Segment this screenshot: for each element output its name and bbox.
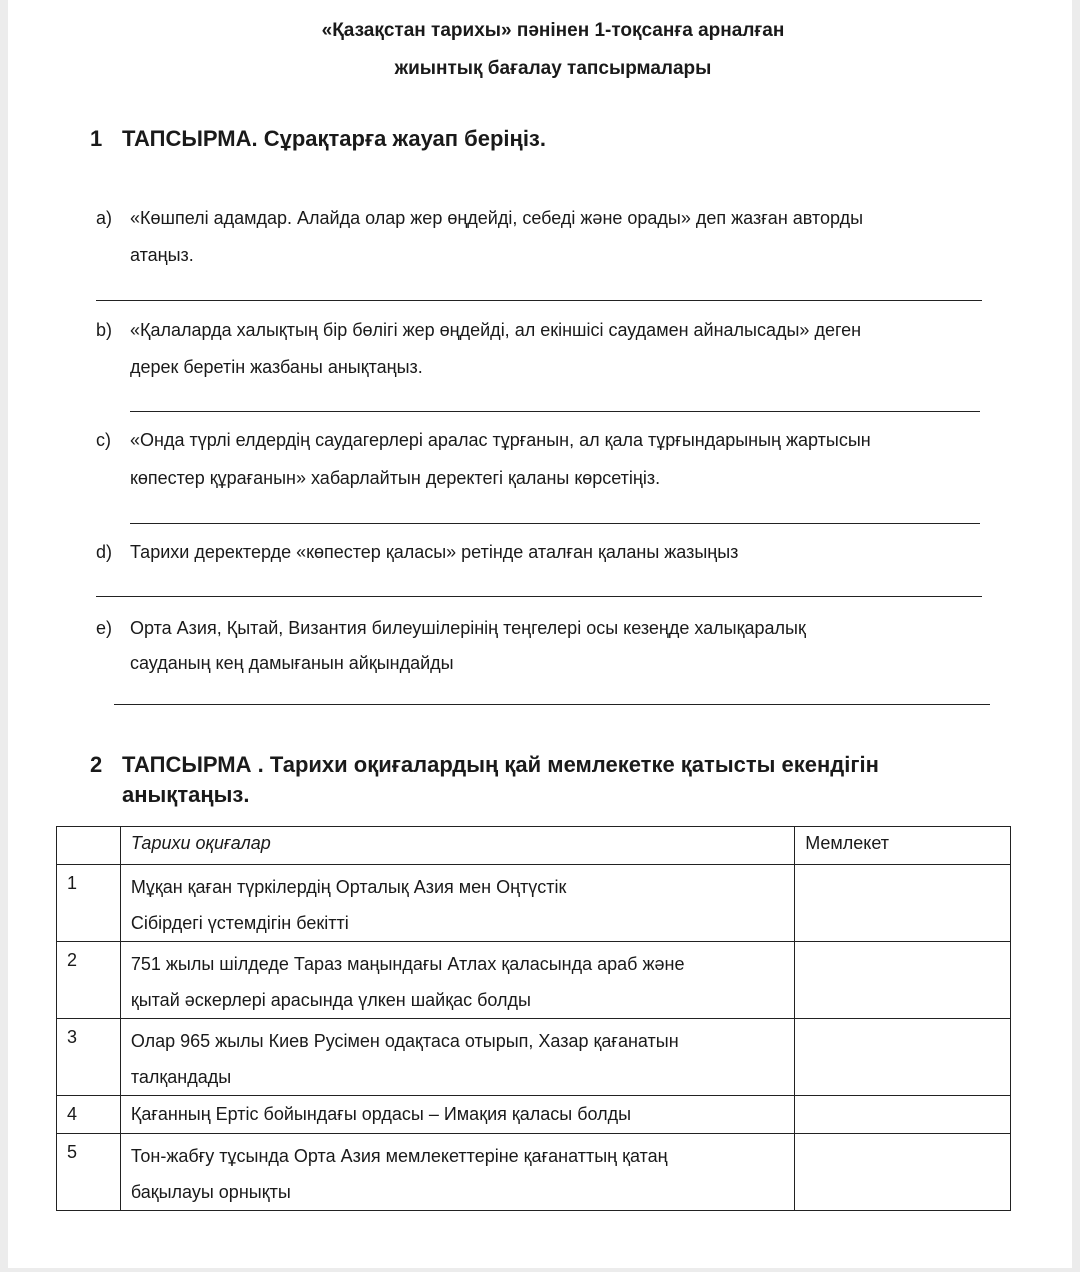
- task1-title: ТАПСЫРМА. Сұрақтарға жауап беріңіз.: [122, 126, 546, 151]
- row-event-line2: бақылауы орнықты: [130, 1182, 291, 1202]
- question-e-text-line2: сауданың кең дамығанын айқындайды: [130, 653, 454, 673]
- question-c-text-line2: көпестер құрағанын» хабарлайтын деректегі қаланы көрсетіңіз.: [130, 468, 661, 488]
- events-table: [56, 826, 1011, 1211]
- header-num-cell: [57, 827, 121, 865]
- row-event-line2: қытай әскерлері арасында үлкен шайқас болды: [130, 990, 531, 1010]
- header-state-cell: Мемлекет: [795, 827, 1011, 865]
- answer-line-e[interactable]: [114, 704, 990, 705]
- row-number: 2: [57, 942, 121, 1019]
- question-b-letter: b): [96, 320, 113, 340]
- row-event: [120, 1096, 794, 1134]
- table-row: [57, 1134, 1011, 1211]
- document-title-line1: «Қазақстан тарихы» пәнінен 1-тоқсанға арналған: [321, 20, 785, 41]
- row-state-answer-cell[interactable]: [795, 1019, 1011, 1096]
- table-header-row: [57, 827, 1011, 865]
- question-a-text-line1: «Көшпелі адамдар. Алайда олар жер өңдейді, себеді және орады» деп жазған авторды: [130, 208, 864, 228]
- row-number: 5: [57, 1134, 121, 1211]
- row-number: 1: [57, 865, 121, 942]
- table-row: [57, 1019, 1011, 1096]
- row-state-answer-cell[interactable]: [795, 1134, 1011, 1211]
- answer-line-c[interactable]: [130, 523, 980, 524]
- question-a-text-line2: атаңыз.: [130, 245, 194, 265]
- question-d-text-line1: Тарихи деректерде «көпестер қаласы» ретінде аталған қаланы жазыңыз: [130, 542, 739, 562]
- row-event: [120, 1134, 794, 1211]
- row-number: 3: [57, 1019, 121, 1096]
- row-event-line1: Олар 965 жылы Киев Русімен одақтаса отырып, Хазар қағанатын: [130, 1031, 679, 1051]
- row-event-line2: Сібірдегі үстемдігін бекітті: [130, 913, 349, 933]
- table-row: [57, 865, 1011, 942]
- task2-title-line1: ТАПСЫРМА . Тарихи оқиғалардың қай мемлекетке қатысты екендігін: [122, 752, 879, 777]
- header-event-cell: Тарихи оқиғалар: [120, 827, 794, 865]
- question-b-text-line2: дерек беретін жазбаны анықтаңыз.: [130, 357, 423, 377]
- row-state-answer-cell[interactable]: [795, 865, 1011, 942]
- row-event: [120, 865, 794, 942]
- row-number: 4: [57, 1096, 121, 1134]
- question-c-text-line1: «Онда түрлі елдердің саудагерлері аралас тұрғанын, ал қала тұрғындарының жартысын: [130, 430, 871, 450]
- question-a-letter: a): [96, 208, 113, 228]
- row-event: [120, 942, 794, 1019]
- answer-line-a[interactable]: [96, 300, 982, 301]
- question-e-text-line1: Орта Азия, Қытай, Византия билеушілерінің теңгелері осы кезеңде халықаралық: [130, 618, 806, 638]
- question-d-letter: d): [96, 542, 113, 562]
- task1-number: 1: [90, 126, 103, 151]
- row-state-answer-cell[interactable]: [795, 1096, 1011, 1134]
- task2-number: 2: [90, 752, 103, 777]
- row-event-line1: Қағанның Ертіс бойындағы ордасы – Имақия қаласы болды: [130, 1104, 632, 1124]
- row-event: [120, 1019, 794, 1096]
- row-event-line1: Тон-жабғу тұсында Орта Азия мемлекеттеріне қағанаттың қатаң: [130, 1146, 668, 1166]
- question-e-letter: e): [96, 618, 113, 638]
- row-state-answer-cell[interactable]: [795, 942, 1011, 1019]
- table-row: [57, 942, 1011, 1019]
- row-event-line1: Мұқан қаған түркілердің Орталық Азия мен Оңтүстік: [130, 877, 567, 897]
- table-row: [57, 1096, 1011, 1134]
- question-b-text-line1: «Қалаларда халықтың бір бөлігі жер өңдейді, ал екіншісі саудамен айналысады» деген: [130, 320, 862, 340]
- row-event-line1: 751 жылы шілдеде Тараз маңындағы Атлах қаласында араб және: [130, 954, 685, 974]
- answer-line-b[interactable]: [130, 411, 980, 412]
- row-event-line2: талқандады: [130, 1067, 232, 1087]
- question-c-letter: c): [96, 430, 111, 450]
- document-title-line2: жиынтық бағалау тапсырмалары: [394, 58, 712, 79]
- answer-line-d[interactable]: [96, 596, 982, 597]
- task2-title-line2: анықтаңыз.: [122, 782, 250, 807]
- document-page: [8, 0, 1072, 1268]
